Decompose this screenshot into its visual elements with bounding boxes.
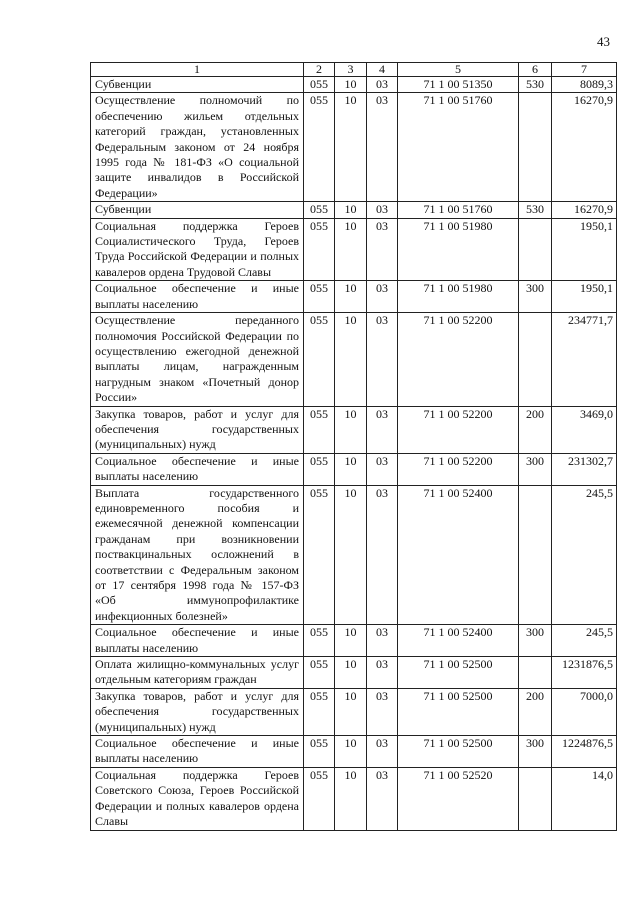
row-col-2: 055 <box>304 281 335 313</box>
row-name: Социальное обеспечение и иные выплаты населению <box>91 453 304 485</box>
row-col-4: 03 <box>367 77 398 93</box>
row-col-3: 10 <box>335 625 367 657</box>
row-amount: 3469,0 <box>552 406 617 453</box>
row-type: 300 <box>519 736 552 768</box>
header-row <box>91 63 617 77</box>
row-col-4: 03 <box>367 767 398 830</box>
table-row <box>91 485 617 625</box>
row-amount: 16270,9 <box>552 93 617 202</box>
row-col-4: 03 <box>367 453 398 485</box>
row-col-4: 03 <box>367 657 398 689</box>
row-name: Осуществление полномочий по обеспечению жильем отдельных категорий граждан, установленных Федеральным законом от 24 ноября 1995 года № 181-ФЗ «О социальной защите инвалидов в Российской Федерации» <box>91 93 304 202</box>
header-cell: 2 <box>304 63 335 77</box>
table-row <box>91 736 617 768</box>
row-type <box>519 657 552 689</box>
row-type: 300 <box>519 281 552 313</box>
row-amount: 245,5 <box>552 485 617 625</box>
row-type: 200 <box>519 688 552 735</box>
row-amount: 1231876,5 <box>552 657 617 689</box>
row-col-3: 10 <box>335 218 367 281</box>
header-cell: 4 <box>367 63 398 77</box>
row-col-2: 055 <box>304 202 335 218</box>
row-type <box>519 93 552 202</box>
budget-table <box>90 62 617 831</box>
table-row <box>91 657 617 689</box>
header-cell: 7 <box>552 63 617 77</box>
table-row <box>91 688 617 735</box>
row-col-4: 03 <box>367 218 398 281</box>
row-type <box>519 313 552 406</box>
row-col-4: 03 <box>367 281 398 313</box>
row-amount: 8089,3 <box>552 77 617 93</box>
header-cell: 3 <box>335 63 367 77</box>
row-type: 530 <box>519 77 552 93</box>
row-col-2: 055 <box>304 313 335 406</box>
row-code: 71 1 00 52200 <box>398 406 519 453</box>
row-col-3: 10 <box>335 485 367 625</box>
row-amount: 234771,7 <box>552 313 617 406</box>
row-col-2: 055 <box>304 485 335 625</box>
table-header <box>91 63 617 77</box>
row-amount: 245,5 <box>552 625 617 657</box>
row-name: Социальное обеспечение и иные выплаты населению <box>91 281 304 313</box>
header-cell: 6 <box>519 63 552 77</box>
row-name: Выплата государственного единовременного пособия и ежемесячной денежной компенсации гражданам при возникновении поствакцинальных осложнений в соответствии с Федеральным законом от 17 сентября 1998 года № 157-ФЗ «Об иммунопрофилактике инфекционных болезней» <box>91 485 304 625</box>
row-amount: 1224876,5 <box>552 736 617 768</box>
row-type <box>519 767 552 830</box>
row-col-3: 10 <box>335 688 367 735</box>
row-code: 71 1 00 52200 <box>398 313 519 406</box>
row-col-2: 055 <box>304 77 335 93</box>
row-code: 71 1 00 52400 <box>398 485 519 625</box>
row-code: 71 1 00 52500 <box>398 657 519 689</box>
row-type: 200 <box>519 406 552 453</box>
row-name: Осуществление переданного полномочия Российской Федерации по осуществлению ежегодной денежной выплаты лицам, награжденным нагрудным знаком «Почетный донор России» <box>91 313 304 406</box>
row-name: Закупка товаров, работ и услуг для обеспечения государственных (муниципальных) нужд <box>91 688 304 735</box>
table-row <box>91 625 617 657</box>
row-col-4: 03 <box>367 688 398 735</box>
row-col-3: 10 <box>335 313 367 406</box>
row-col-2: 055 <box>304 736 335 768</box>
row-col-4: 03 <box>367 93 398 202</box>
row-code: 71 1 00 52520 <box>398 767 519 830</box>
table-row <box>91 406 617 453</box>
row-type: 300 <box>519 453 552 485</box>
row-amount: 1950,1 <box>552 218 617 281</box>
row-col-4: 03 <box>367 625 398 657</box>
row-code: 71 1 00 51760 <box>398 93 519 202</box>
row-col-4: 03 <box>367 202 398 218</box>
table-row <box>91 93 617 202</box>
row-col-2: 055 <box>304 406 335 453</box>
row-col-3: 10 <box>335 77 367 93</box>
row-amount: 14,0 <box>552 767 617 830</box>
row-col-4: 03 <box>367 736 398 768</box>
row-type <box>519 218 552 281</box>
table-row <box>91 767 617 830</box>
table-row <box>91 77 617 93</box>
row-col-2: 055 <box>304 767 335 830</box>
row-col-2: 055 <box>304 218 335 281</box>
row-name: Закупка товаров, работ и услуг для обеспечения государственных (муниципальных) нужд <box>91 406 304 453</box>
row-col-2: 055 <box>304 93 335 202</box>
table-row <box>91 218 617 281</box>
row-name: Социальное обеспечение и иные выплаты населению <box>91 736 304 768</box>
row-amount: 231302,7 <box>552 453 617 485</box>
row-amount: 16270,9 <box>552 202 617 218</box>
row-col-2: 055 <box>304 688 335 735</box>
table-row <box>91 202 617 218</box>
row-type <box>519 485 552 625</box>
row-type: 300 <box>519 625 552 657</box>
row-col-2: 055 <box>304 657 335 689</box>
row-name: Субвенции <box>91 202 304 218</box>
row-code: 71 1 00 51760 <box>398 202 519 218</box>
row-col-2: 055 <box>304 453 335 485</box>
row-col-3: 10 <box>335 202 367 218</box>
row-code: 71 1 00 51980 <box>398 218 519 281</box>
row-col-3: 10 <box>335 453 367 485</box>
row-amount: 7000,0 <box>552 688 617 735</box>
row-col-4: 03 <box>367 313 398 406</box>
table-row <box>91 281 617 313</box>
row-col-4: 03 <box>367 485 398 625</box>
row-col-3: 10 <box>335 736 367 768</box>
row-code: 71 1 00 51980 <box>398 281 519 313</box>
row-col-3: 10 <box>335 281 367 313</box>
row-name: Социальная поддержка Героев Социалистического Труда, Героев Труда Российской Федерации и полных кавалеров ордена Трудовой Славы <box>91 218 304 281</box>
table-row <box>91 453 617 485</box>
row-col-3: 10 <box>335 657 367 689</box>
header-cell: 5 <box>398 63 519 77</box>
row-col-3: 10 <box>335 406 367 453</box>
table-body <box>91 77 617 831</box>
row-name: Субвенции <box>91 77 304 93</box>
header-cell: 1 <box>91 63 304 77</box>
row-code: 71 1 00 52500 <box>398 736 519 768</box>
row-amount: 1950,1 <box>552 281 617 313</box>
row-name: Социальная поддержка Героев Советского Союза, Героев Российской Федерации и полных кавалеров ордена Славы <box>91 767 304 830</box>
row-col-2: 055 <box>304 625 335 657</box>
row-code: 71 1 00 52200 <box>398 453 519 485</box>
table-row <box>91 313 617 406</box>
row-type: 530 <box>519 202 552 218</box>
row-col-3: 10 <box>335 767 367 830</box>
row-name: Оплата жилищно-коммунальных услуг отдельным категориям граждан <box>91 657 304 689</box>
row-code: 71 1 00 51350 <box>398 77 519 93</box>
row-code: 71 1 00 52400 <box>398 625 519 657</box>
row-col-3: 10 <box>335 93 367 202</box>
page-number: 43 <box>597 34 610 49</box>
row-name: Социальное обеспечение и иные выплаты населению <box>91 625 304 657</box>
row-code: 71 1 00 52500 <box>398 688 519 735</box>
row-col-4: 03 <box>367 406 398 453</box>
